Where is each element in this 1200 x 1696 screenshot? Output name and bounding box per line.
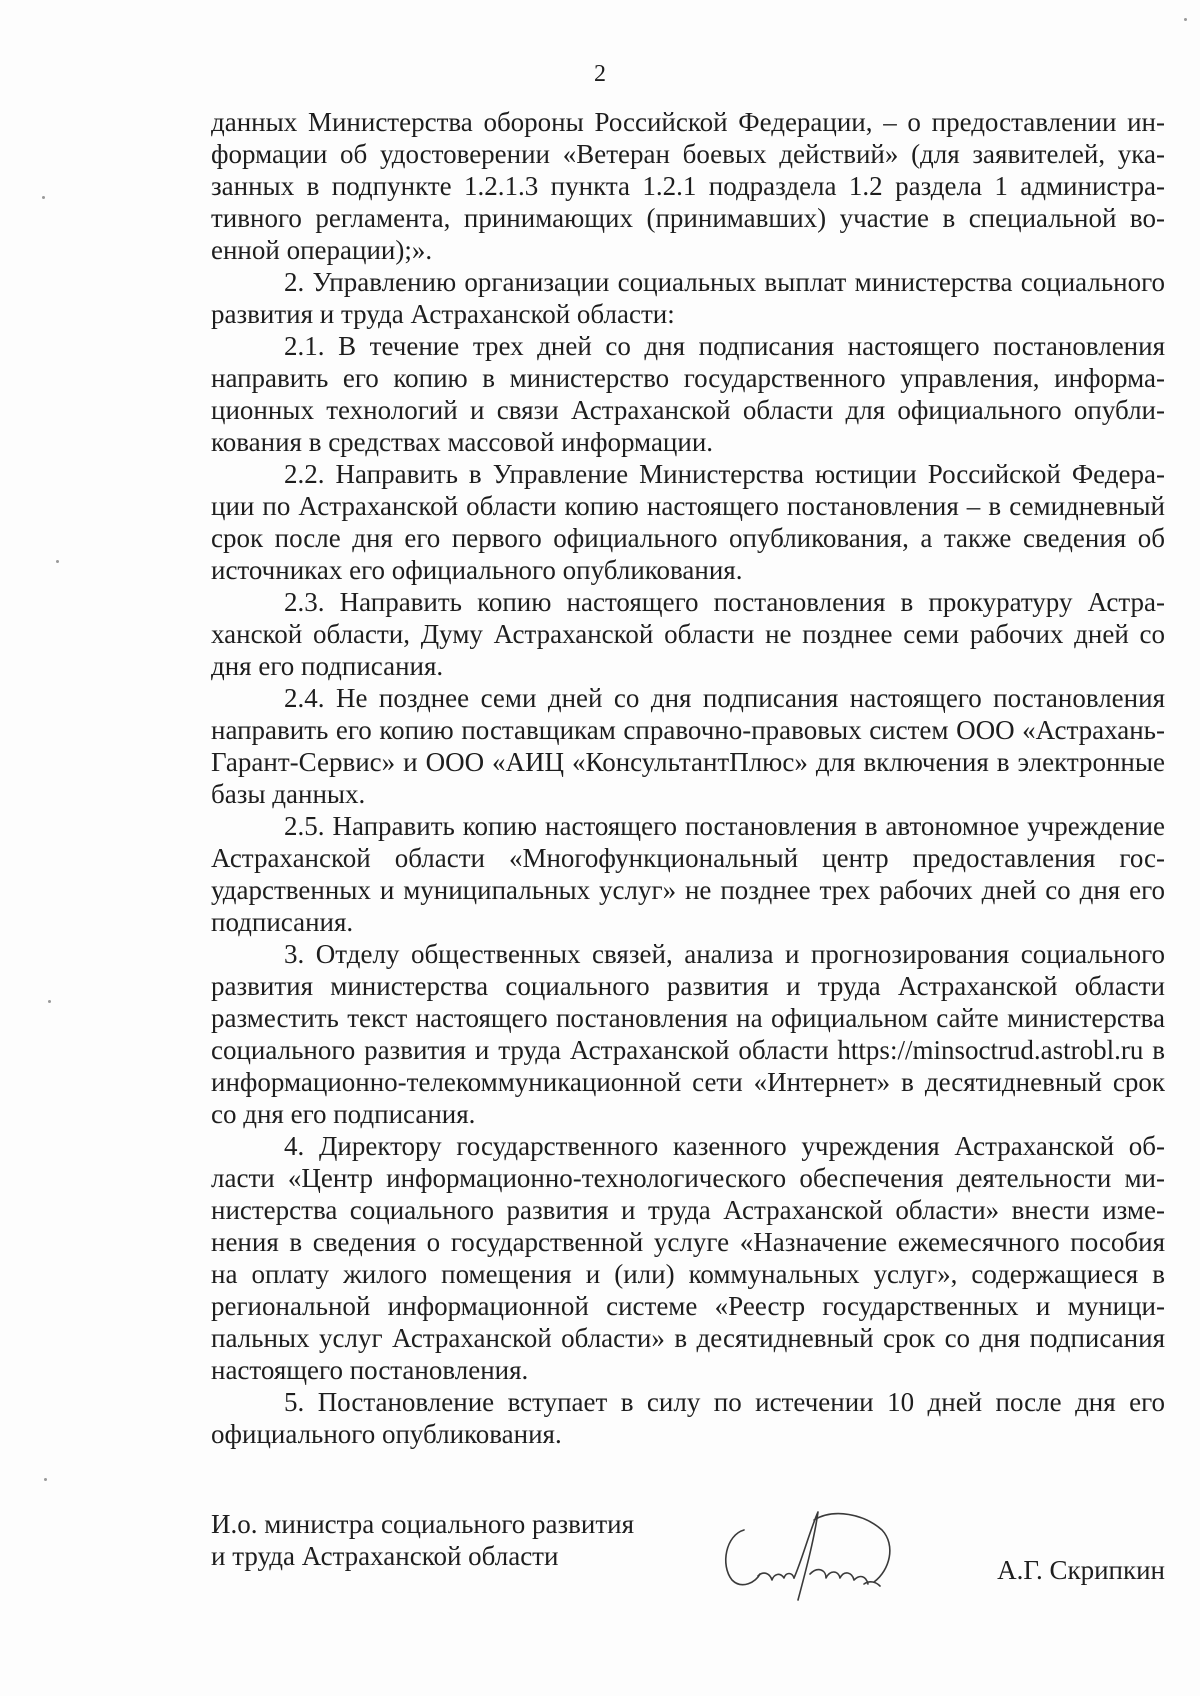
scan-speck <box>44 1478 47 1481</box>
scan-speck <box>42 196 45 199</box>
paragraph-item-2-1: 2.1. В течение трех дней со дня подписания настоящего постановления направить его копию в министерство государственного управления, информационных технологий и связи Астраханской области для официального опубликования в средствах массовой информации. <box>211 331 1165 457</box>
signer-title-line-2: и труда Астраханской области <box>211 1541 559 1571</box>
scan-speck <box>56 560 59 563</box>
paragraph-item-5: 5. Постановление вступает в силу по истечении 10 дней после дня его официального опубликования. <box>211 1387 1165 1449</box>
scan-speck <box>48 1000 51 1003</box>
signer-name: А.Г. Скрипкин <box>997 1555 1165 1585</box>
signer-title <box>211 1508 651 1572</box>
signer-title-line-1: И.о. министра социального развития <box>211 1509 635 1539</box>
paragraph-item-3: 3. Отделу общественных связей, анализа и прогнозирования социального развития министерства социального развития и труда Астраханской области разместить текст настоящего постановления на официальном сайте министерства социального развития и труда Астраханской области https://minsoctrud.astrobl.ru в информационно-телекоммуникационной сети «Интернет» в десятидневный срок со дня его подписания. <box>211 939 1165 1129</box>
signature-block <box>211 1508 1165 1628</box>
scan-speck <box>1184 18 1187 21</box>
paragraph-item-2-4: 2.4. Не позднее семи дней со дня подписания настоящего постановления направить его копию поставщикам справочно-правовых систем ООО «Астрахань-Гарант-Сервис» и ООО «АИЦ «КонсультантПлюс» для включения в электронные базы данных. <box>211 683 1165 809</box>
paragraph-continuation: данных Министерства обороны Российской Федерации, – о предоставлении информации об удостоверении «Ветеран боевых действий» (для заявителей, указанных в подпункте 1.2.1.3 пункта 1.2.1 подраздела 1.2 раздела 1 административного регламента, принимающих (принимавших) участие в специальной военной операции);». <box>211 107 1165 265</box>
paragraph-item-2-2: 2.2. Направить в Управление Министерства юстиции Российской Федерации по Астраханской области копию настоящего постановления – в семидневный срок после дня его первого официального опубликования, а также сведения об источниках его официального опубликования. <box>211 459 1165 585</box>
paragraph-item-2-3: 2.3. Направить копию настоящего постановления в прокуратуру Астраханской области, Думу Астраханской области не позднее семи рабочих дней со дня его подписания. <box>211 587 1165 681</box>
paragraph-item-2-5: 2.5. Направить копию настоящего постановления в автономное учреждение Астраханской области «Многофункциональный центр предоставления государственных и муниципальных услуг» не позднее трех рабочих дней со дня его подписания. <box>211 811 1165 937</box>
document-body <box>211 106 1165 1450</box>
page-number: 2 <box>594 61 606 87</box>
handwritten-signature <box>714 1490 914 1610</box>
paragraph-item-4: 4. Директору государственного казенного учреждения Астраханской области «Центр информационно-технологического обеспечения деятельности министерства социального развития и труда Астраханской области» внести изменения в сведения о государственной услуге «Назначение ежемесячного пособия на оплату жилого помещения и (или) коммунальных услуг», содержащиеся в региональной информационной системе «Реестр государственных и муниципальных услуг Астраханской области» в десятидневный срок со дня подписания настоящего постановления. <box>211 1131 1165 1385</box>
paragraph-item-2: 2. Управлению организации социальных выплат министерства социального развития и труда Астраханской области: <box>211 267 1165 329</box>
